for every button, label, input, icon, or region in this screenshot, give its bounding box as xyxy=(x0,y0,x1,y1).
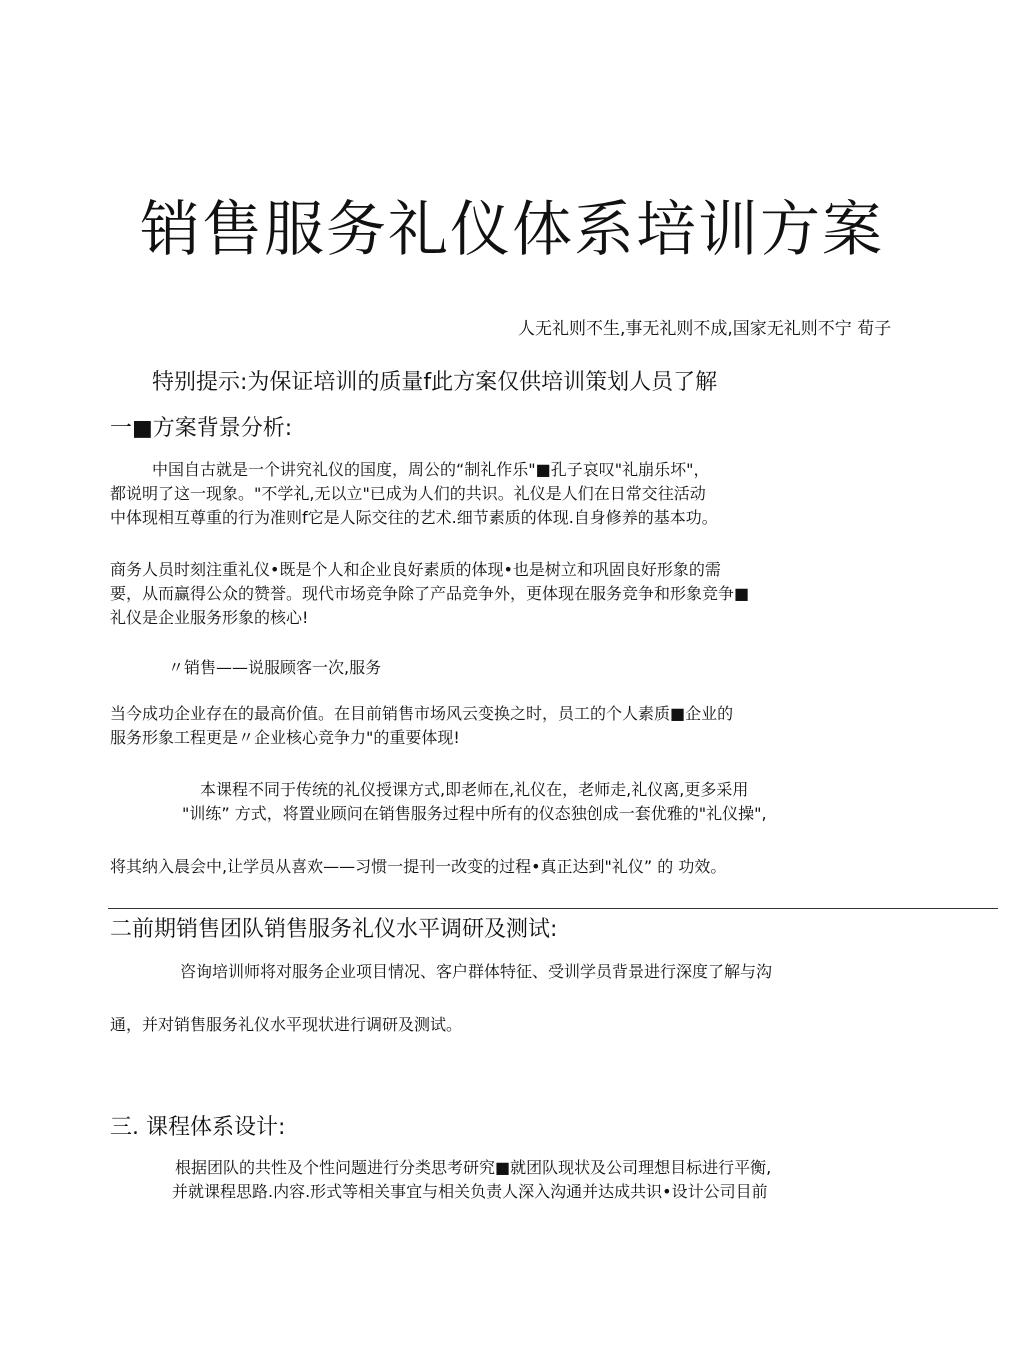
paragraph-line: 将其纳入晨会中,让学员从喜欢——习惯一提刊一改变的过程•真正达到"礼仪” 的 功效。 xyxy=(110,857,727,876)
paragraph-line: 并就课程思路.内容.形式等相关事宜与相关负责人深入沟通并达成共识•设计公司目前 xyxy=(172,1182,768,1201)
section-heading-1: 一■方案背景分析: xyxy=(110,416,293,441)
paragraph-line: 中体现相互尊重的行为准则f它是人际交往的艺术.细节素质的体现.自身修养的基本功。 xyxy=(110,508,718,527)
paragraph-line: 当今成功企业存在的最高价值。在目前销售市场风云变换之时，员工的个人素质■企业的 xyxy=(110,704,734,723)
paragraph-line: 要，从而赢得公众的赞誉。现代市场竞争除了产品竞争外，更体现在服务竞争和形象竞争■ xyxy=(110,584,750,603)
paragraph-line: 〃销售——说服顾客一次,服务 xyxy=(168,658,382,677)
section-heading-2: 二前期销售团队销售服务礼仪水平调研及测试: xyxy=(110,917,558,942)
paragraph-line: 商务人员时刻注重礼仪•既是个人和企业良好素质的体现•也是树立和巩固良好形象的需 xyxy=(110,560,721,579)
paragraph-line: 服务形象工程更是〃企业核心竞争力"的重要体现! xyxy=(110,728,460,747)
paragraph-line: 都说明了这一现象。"不学礼,无以立"已成为人们的共识。礼仪是人们在日常交往活动 xyxy=(110,484,706,503)
paragraph-line: 根据团队的共性及个性问题进行分类思考研究■就团队现状及公司理想目标进行平衡, xyxy=(175,1158,772,1177)
section-divider xyxy=(108,908,998,909)
document-title: 销售服务礼仪体系培训方案 xyxy=(140,195,884,265)
section-heading-3: 三. 课程体系设计: xyxy=(110,1115,286,1140)
epigraph-quote: 人无礼则不生,事无礼则不成,国家无礼则不宁 荀子 xyxy=(518,319,892,339)
paragraph-line: 本课程不同于传统的礼仪授课方式,即老师在,礼仪在，老师走,礼仪离,更多采用 xyxy=(200,780,749,799)
paragraph-line: "训练” 方式，将置业顾问在销售服务过程中所有的仪态独创成一套优雅的"礼仪操", xyxy=(182,804,767,823)
paragraph-line: 咨询培训师将对服务企业项目情况、客户群体特征、受训学员背景进行深度了解与沟 xyxy=(180,962,773,981)
paragraph-line: 礼仪是企业服务形象的核心! xyxy=(110,608,309,627)
paragraph-line: 通，并对销售服务礼仪水平现状进行调研及测试。 xyxy=(110,1015,463,1034)
special-notice: 特别提示:为保证培训的质量f此方案仅供培训策划人员了解 xyxy=(152,370,718,395)
paragraph-line: 中国自古就是一个讲究礼仪的国度，周公的“制礼作乐"■孔子哀叹"礼崩乐坏"， xyxy=(152,460,710,479)
